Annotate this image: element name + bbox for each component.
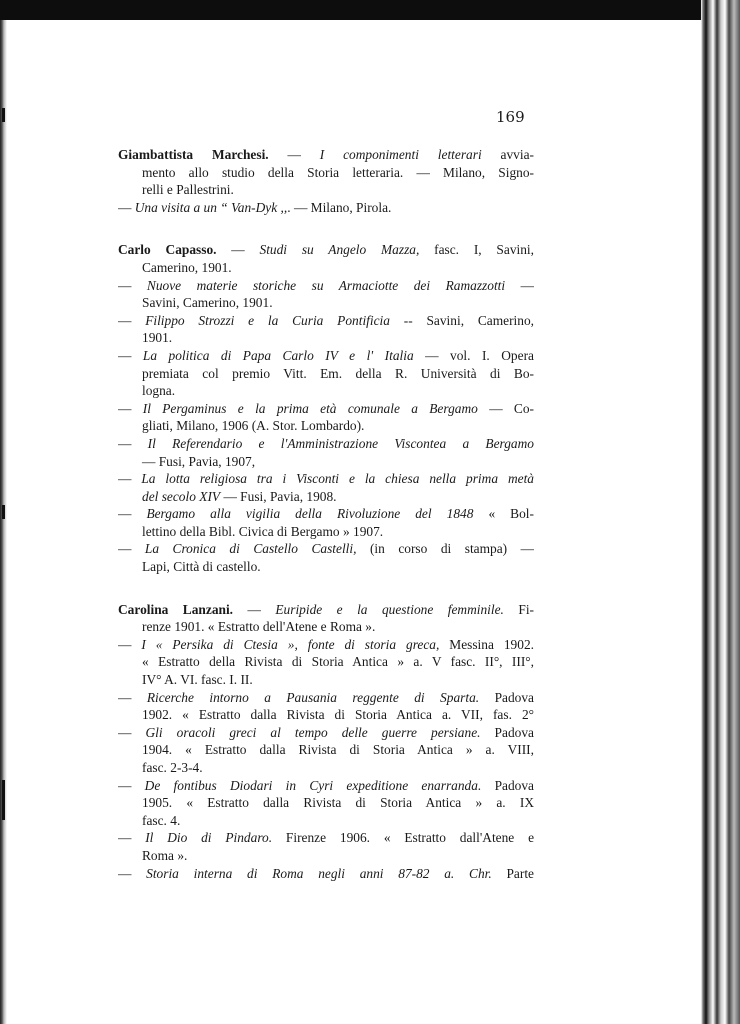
entry-line: logna. [142, 383, 176, 399]
entry-line: Savini, Camerino, 1901. [142, 295, 273, 311]
scan-top-border [0, 0, 740, 20]
entry-line: — Il Referendario e l'Amministrazione Viscontea a Bergamo [118, 435, 534, 451]
work-title: Una visita a un “ Van-Dyk ,, [134, 199, 288, 215]
entry-line: Camerino, 1901. [142, 259, 232, 275]
bibliography-entry [118, 146, 534, 216]
entry-line: fasc. 2-3-4. [142, 760, 203, 775]
bibliography-entry [118, 241, 534, 575]
work-title: Nuove materie storiche su Armaciotte dei Ramazzotti [146, 277, 506, 293]
work-title: I componimenti letterari [319, 147, 482, 162]
work-title: Ricerche intorno a Pausania reggente di Sparta. [146, 689, 480, 705]
work-title: La politica di Papa Carlo IV e l' Italia [142, 347, 414, 363]
entry-line: — La Cronica di Castello Castelli, (in corso di stampa) — [118, 541, 534, 557]
work-title: I « Persika di Ctesia », fonte di storia greca, [141, 636, 440, 652]
entry-line: mento allo studio della Storia letteraria. — Milano, Signo- [142, 164, 534, 180]
author-name: Carolina Lanzani. [118, 601, 234, 617]
work-title: La lotta religiosa tra i Visconti e la chiesa nella prima metà [141, 471, 534, 487]
entry-line: lettino della Bibl. Civica di Bergamo » 1907. [142, 523, 384, 539]
entry-line: — Storia interna di Roma negli anni 87-82 a. Chr. Parte [118, 865, 534, 881]
scan-right-edge [701, 0, 740, 1024]
entry-line: — Nuove materie storiche su Armaciotte dei Ramazzotti — [118, 277, 534, 293]
entry-line: renze 1901. « Estratto dell'Atene e Roma ». [142, 619, 376, 635]
work-title: Storia interna di Roma negli anni 87-82 a. Chr. [146, 865, 492, 881]
entry-line: IV° A. VI. fasc. I. II. [142, 672, 253, 688]
work-title: Bergamo alla vigilia della Rivoluzione del 1848 [146, 506, 474, 522]
bibliography [118, 146, 534, 907]
entry-line: — Bergamo alla vigilia della Rivoluzione del 1848 « Bol- [118, 506, 534, 522]
entry-line: « Estratto della Rivista di Storia Antica » a. V fasc. II°, III°, [142, 654, 534, 670]
scan-margin-mark [2, 780, 5, 820]
bibliography-entry [118, 601, 534, 883]
work-title: De fontibus Diodari in Cyri expeditione enarranda. [144, 777, 482, 793]
work-title: del secolo XIV [142, 488, 221, 504]
entry-line: Giambattista Marchesi. — I componimenti letterari avvia- [118, 147, 534, 162]
entry-line: 1905. « Estratto dalla Rivista di Storia Antica » a. IX [142, 795, 534, 811]
entry-line: — Il Pergaminus e la prima età comunale a Bergamo — Co- [118, 400, 534, 416]
work-title: Gli oracoli greci al tempo delle guerre persiane. [145, 724, 481, 740]
entry-line: 1901. [142, 330, 173, 346]
entry-line: gliati, Milano, 1906 (A. Stor. Lombardo). [142, 418, 365, 434]
entry-line: — De fontibus Diodari in Cyri expeditione enarranda. Padova [118, 777, 534, 793]
entry-line: Roma ». [142, 847, 188, 863]
entry-line: Carlo Capasso. — Studi su Angelo Mazza, fasc. I, Savini, [118, 242, 534, 258]
scan-margin-mark [2, 108, 5, 122]
entry-line: 1902. « Estratto dalla Rivista di Storia Antica a. VII, fas. 2° [142, 707, 534, 723]
entry-line: — Gli oracoli greci al tempo delle guerre persiane. Padova [118, 724, 534, 740]
entry-line: fasc. 4. [142, 812, 181, 828]
entry-line: premiata col premio Vitt. Em. della R. Università di Bo- [142, 365, 534, 381]
entry-line: — La politica di Papa Carlo IV e l' Italia — vol. I. Opera [118, 347, 534, 363]
entry-line: 1904. « Estratto dalla Rivista di Storia Antica » a. VIII, [142, 742, 534, 758]
entry-line: Lapi, Città di castello. [142, 559, 261, 575]
work-title: La Cronica di Castello Castelli, [144, 541, 357, 557]
work-title: Studi su Angelo Mazza, [259, 242, 420, 258]
author-name: Carlo Capasso. [118, 242, 217, 258]
entry-line: — Una visita a un “ Van-Dyk ,,. — Milano, Pirola. [118, 199, 392, 215]
scan-margin-mark [2, 505, 5, 519]
work-title: Il Dio di Pindaro. [145, 830, 273, 846]
work-title: Filippo Strozzi e la Curia Pontificia [145, 312, 390, 328]
entry-line: — Filippo Strozzi e la Curia Pontificia -- Savini, Camerino, [118, 312, 534, 328]
work-title: Il Pergaminus e la prima età comunale a Bergamo [142, 400, 478, 416]
entry-line: Carolina Lanzani. — Euripide e la questione femminile. Fi- [118, 601, 534, 617]
scan-left-edge [0, 20, 7, 1024]
entry-line: — I « Persika di Ctesia », fonte di storia greca, Messina 1902. [118, 636, 534, 652]
entry-line: — Ricerche intorno a Pausania reggente di Sparta. Padova [118, 689, 534, 705]
author-name: Giambattista Marchesi. [118, 147, 269, 162]
entry-line: — La lotta religiosa tra i Visconti e la chiesa nella prima metà [118, 471, 534, 487]
entry-line: — Il Dio di Pindaro. Firenze 1906. « Estratto dall'Atene e [118, 830, 534, 846]
page-number: 169 [496, 108, 525, 126]
entry-line: — Fusi, Pavia, 1907, [142, 453, 256, 469]
work-title: Il Referendario e l'Amministrazione Viscontea a Bergamo [147, 435, 534, 451]
entry-line: del secolo XIV — Fusi, Pavia, 1908. [142, 488, 337, 504]
work-title: Euripide e la questione femminile. [275, 601, 504, 617]
entry-line: relli e Pallestrini. [142, 182, 234, 198]
